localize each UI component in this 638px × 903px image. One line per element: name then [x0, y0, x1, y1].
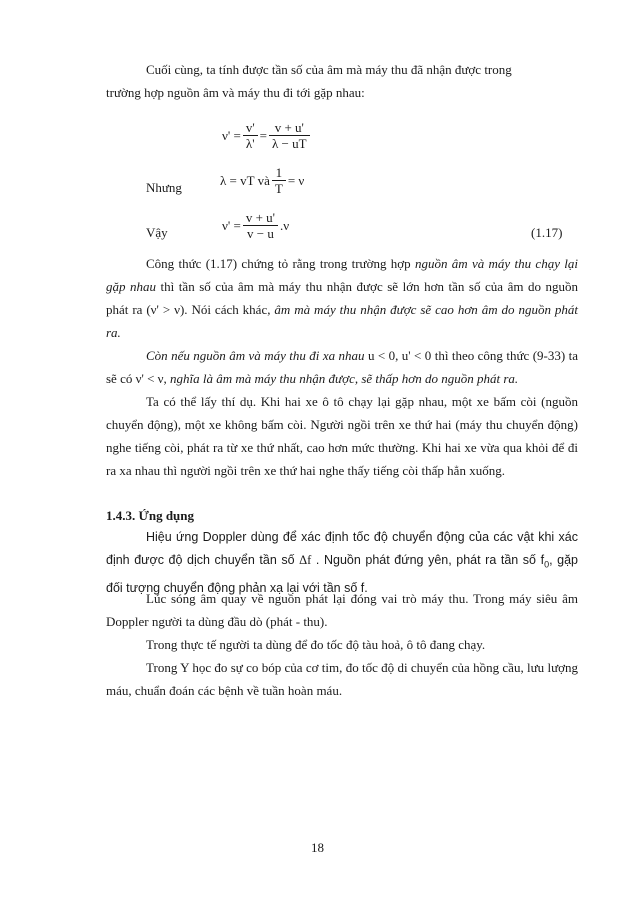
text-segment: u < 0, u' < 0 thì theo công thức (9-33) ta sẽ có ν' < ν, [106, 348, 578, 386]
paragraph-moving-apart [106, 344, 578, 390]
equation-rhs: = ν [287, 172, 305, 188]
fraction-doppler [243, 210, 278, 241]
text-segment: , gặp đối tượng chuyển động phản xạ lại với tần số f. [106, 553, 578, 595]
fraction-numerator: 1 [272, 165, 286, 181]
fraction-numerator: v + u' [269, 120, 310, 136]
fraction-numerator: v + u' [243, 210, 278, 226]
fraction-denominator: λ − uT [272, 136, 307, 151]
intro-line-2 [106, 81, 578, 104]
equation-number: (1.17) [531, 225, 563, 240]
text-segment: Hiệu ứng Doppler dùng để xác định tốc độ chuyển động của các vật khi xác định được độ dịch chuyển tần số [106, 530, 578, 567]
equation-label-vay: Vậy [146, 225, 168, 240]
text-segment: thì tần số của âm mà máy thu nhận được sẽ lớn hơn tần số của âm do nguồn phát ra (ν' > ν). Nói cách khác, [106, 279, 578, 317]
equation-lambda-vt [220, 165, 304, 196]
equation-doppler-ratio [222, 120, 312, 151]
subscript-zero: 0 [544, 559, 550, 570]
text-segment: Trong thực tế người ta dùng để đo tốc độ tàu hoả, ô tô đang chạy. [146, 637, 486, 652]
fraction-denominator: v − u [246, 226, 274, 241]
equation-lhs: ν' = [222, 217, 241, 233]
delta-f-symbol: Δf [299, 553, 312, 567]
fraction-one-over-t [272, 165, 286, 196]
fraction-v-plus-u [269, 120, 310, 151]
section-heading: 1.4.3. Ứng dụng [106, 508, 195, 523]
fraction-denominator: T [274, 181, 283, 196]
fraction-v-over-lambda [243, 120, 258, 151]
paragraph-medicine [106, 656, 578, 702]
text-segment: Trong Y học đo sự co bóp của cơ tim, đo tốc độ di chuyển của hồng cầu, lưu lượng máu, chuẩn đoán các bệnh về tuần hoàn máu. [106, 660, 578, 698]
text-segment: . Nguồn phát đứng yên, phát ra tần số f [311, 553, 545, 567]
intro-line-1 [106, 58, 578, 81]
italic-segment: nguồn âm và máy thu chạy lại gặp nhau [106, 256, 578, 294]
text-segment: Ta có thể lấy thí dụ. Khi hai xe ô tô chạy lại gặp nhau, một xe bấm còi (nguồn chuyển động), một xe không bấm còi. Người ngồi trên xe thứ hai (máy thu chuyển động) nghe tiếng còi, phát ra từ xe thứ nhất, cao hơn mức thường. Khi hai xe vừa qua khỏi để đi ra xa nhau thì người ngồi trên xe thứ hai nghe thấy tiếng còi thấp hẳn xuống. [106, 394, 578, 478]
paragraph-receiver [106, 587, 578, 633]
equation-lhs: ν' = [222, 127, 241, 143]
paragraph-example [106, 390, 578, 482]
equation-label-nhung: Nhưng [146, 180, 182, 195]
italic-segment: âm mà máy thu nhận được sẽ cao hơn âm do nguồn phát ra. [106, 302, 579, 340]
intro-text-2: trường hợp nguồn âm và máy thu đi tới gặp nhau: [106, 85, 365, 100]
equals-sign: = [259, 127, 267, 143]
page-number: 18 [311, 840, 324, 855]
italic-segment: Còn nếu nguồn âm và máy thu đi xa nhau [146, 348, 365, 363]
fraction-numerator: v' [243, 120, 258, 136]
paragraph-conclusion [106, 252, 578, 344]
paragraph-practice [106, 633, 578, 656]
equation-rhs: .ν [280, 217, 290, 233]
text-segment: Lúc sóng âm quay về nguồn phát lại đóng vai trò máy thu. Trong máy siêu âm Doppler người ta dùng đầu dò (phát - thu). [106, 591, 578, 629]
text-segment: Công thức (1.17) chứng tỏ rằng trong trường hợp [146, 256, 415, 271]
intro-text-1: Cuối cùng, ta tính được tần số của âm mà máy thu đã nhận được trong [146, 62, 512, 77]
italic-segment: nghĩa là âm mà máy thu nhận được, sẽ thấp hơn do nguồn phát ra. [170, 371, 519, 386]
fraction-denominator: λ' [245, 136, 255, 151]
equation-1-17 [222, 210, 289, 241]
equation-lhs: λ = vT và [220, 172, 270, 188]
